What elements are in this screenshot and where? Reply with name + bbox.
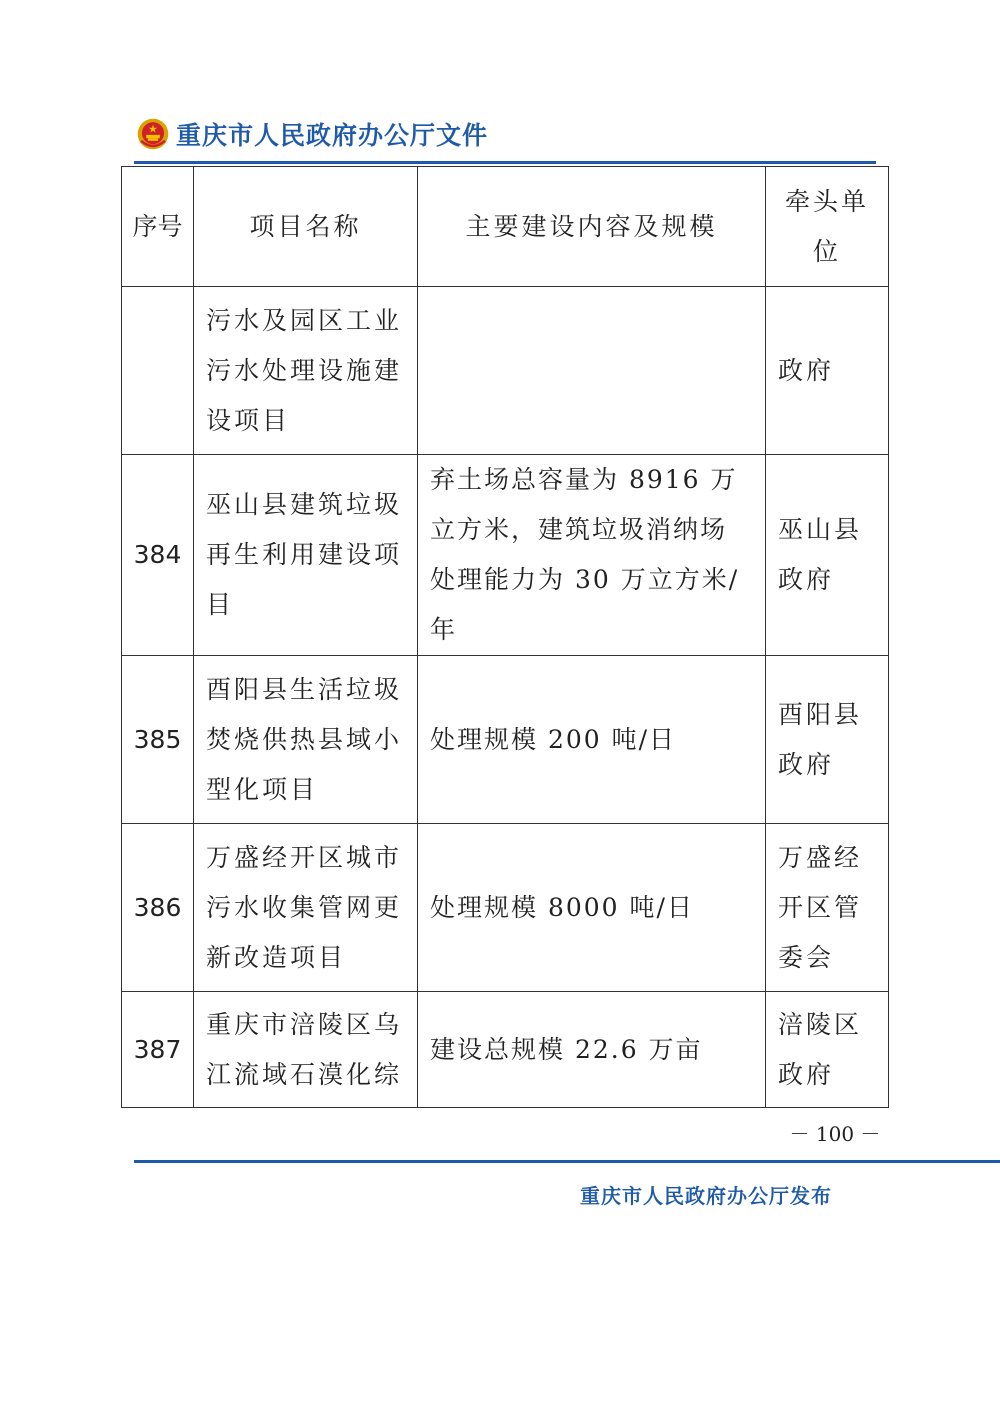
table-header-row <box>122 167 889 287</box>
column-header-project-name: 项目名称 <box>194 167 418 287</box>
project-name: 重庆市涪陵区乌江流域石漠化综 <box>194 992 418 1108</box>
table-row <box>122 455 889 656</box>
row-number: 384 <box>122 455 194 656</box>
lead-unit: 巫山县政府 <box>766 455 889 656</box>
project-content: 建设总规模 22.6 万亩 <box>418 992 766 1108</box>
lead-unit: 万盛经开区管委会 <box>766 824 889 992</box>
table-row <box>122 992 889 1108</box>
table-row <box>122 287 889 455</box>
document-header <box>136 114 488 154</box>
project-content: 处理规模 200 吨/日 <box>418 656 766 824</box>
project-table <box>121 166 889 1108</box>
project-name: 万盛经开区城市污水收集管网更新改造项目 <box>194 824 418 992</box>
project-content <box>418 287 766 455</box>
table-row <box>122 656 889 824</box>
project-content: 弃土场总容量为 8916 万立方米，建筑垃圾消纳场处理能力为 30 万立方米/年 <box>418 455 766 656</box>
row-number: 386 <box>122 824 194 992</box>
lead-unit: 政府 <box>766 287 889 455</box>
project-name: 巫山县建筑垃圾再生利用建设项目 <box>194 455 418 656</box>
column-header-lead-unit: 牵头单位 <box>766 167 889 287</box>
row-number <box>122 287 194 455</box>
project-name: 污水及园区工业污水处理设施建设项目 <box>194 287 418 455</box>
column-header-number: 序号 <box>122 167 194 287</box>
project-name: 酉阳县生活垃圾焚烧供热县域小型化项目 <box>194 656 418 824</box>
national-emblem-icon <box>136 117 170 151</box>
page-number: － 100 － <box>789 1122 881 1146</box>
row-number: 387 <box>122 992 194 1108</box>
row-number: 385 <box>122 656 194 824</box>
lead-unit: 酉阳县政府 <box>766 656 889 824</box>
lead-unit: 涪陵区政府 <box>766 992 889 1108</box>
footer-divider <box>134 1160 1000 1163</box>
project-content: 处理规模 8000 吨/日 <box>418 824 766 992</box>
column-header-content: 主要建设内容及规模 <box>418 167 766 287</box>
table-row <box>122 824 889 992</box>
header-title: 重庆市人民政府办公厅文件 <box>176 121 489 150</box>
header-divider <box>134 161 876 164</box>
footer-publisher: 重庆市人民政府办公厅发布 <box>580 1184 832 1208</box>
